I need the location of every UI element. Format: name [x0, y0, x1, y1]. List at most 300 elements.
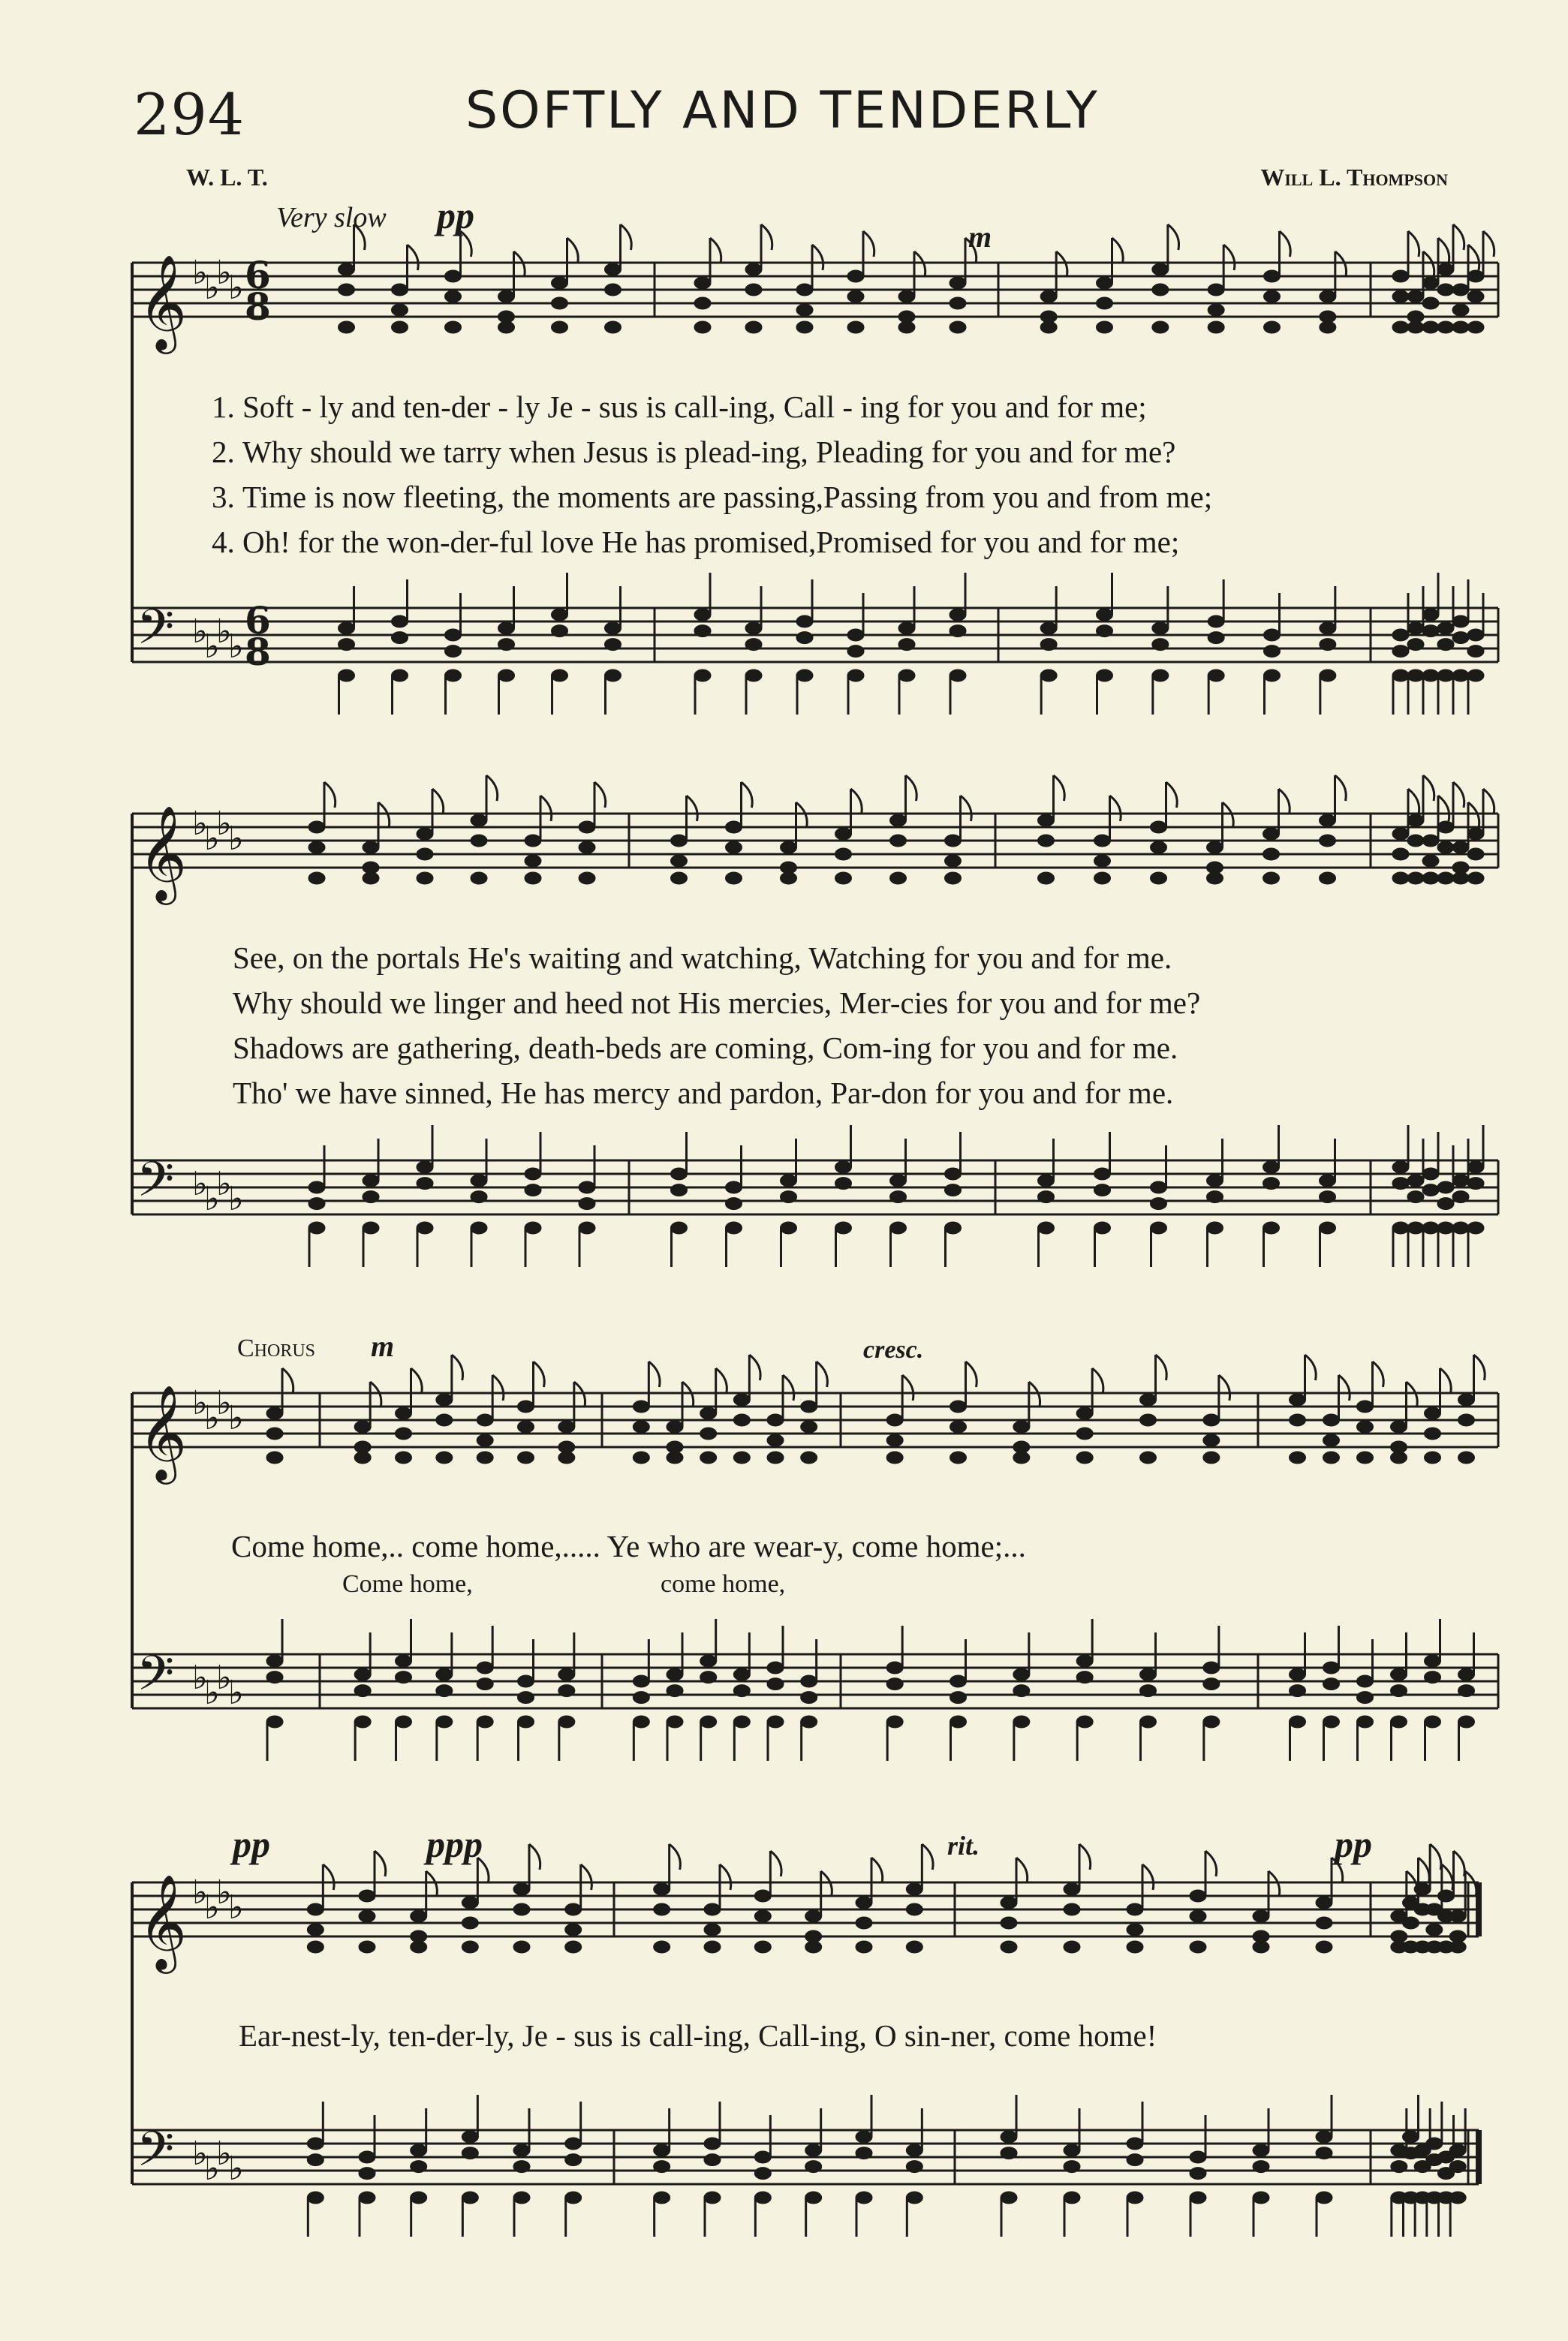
note-head [906, 2144, 922, 2156]
note-head [518, 1421, 534, 1433]
note-flag [1092, 1368, 1103, 1394]
note-head [605, 639, 621, 651]
note-flag [540, 796, 552, 821]
note-head [733, 1394, 750, 1406]
note-flag [1438, 796, 1449, 821]
note-head [471, 1175, 487, 1187]
note-head [462, 1917, 478, 1929]
note-head [1038, 814, 1055, 826]
note-head [1316, 2131, 1332, 2143]
note-head [1190, 1941, 1206, 1953]
note-head [796, 670, 813, 682]
flat-sign: ♭ [228, 1888, 244, 1927]
note-head [513, 1883, 530, 1895]
note-head [890, 872, 907, 884]
note-head [1422, 625, 1439, 637]
note-head [1076, 1655, 1093, 1667]
music-credit: Will L. Thompson [1260, 164, 1448, 191]
note-flag [477, 1858, 489, 1883]
note-head [1391, 1716, 1407, 1728]
note-head [796, 321, 813, 333]
note-head [1449, 1910, 1466, 1922]
dynamic-pp-2: pp [233, 1823, 270, 1865]
note-head [847, 629, 864, 641]
note-head [767, 1716, 784, 1728]
note-head [945, 1222, 962, 1234]
note-head [518, 1401, 534, 1413]
note-flag [1407, 1382, 1418, 1407]
note-head [462, 1941, 478, 1953]
note-head [354, 1421, 371, 1433]
note-head [339, 639, 355, 651]
note-head [1038, 835, 1055, 847]
note-head [745, 263, 762, 275]
note-head [1263, 1222, 1280, 1234]
note-head [558, 1716, 575, 1728]
note-head [1422, 1222, 1439, 1234]
note-head [1127, 2138, 1143, 2150]
note-head [801, 1692, 817, 1704]
note-head [339, 263, 355, 275]
rit-marking: rit. [947, 1831, 980, 1861]
note-head [1208, 284, 1224, 296]
bass-clef: 𝄢 [137, 2122, 175, 2189]
note-head [890, 1191, 907, 1203]
note-head [950, 1401, 967, 1413]
note-head [462, 1897, 478, 1909]
note-head [1097, 625, 1113, 637]
note-head [745, 284, 762, 296]
note-head [801, 1421, 817, 1433]
note-head [700, 1428, 717, 1440]
note-head [1437, 841, 1454, 853]
note-head [754, 1910, 771, 1922]
note-head [462, 2192, 478, 2204]
note-head [436, 1414, 453, 1426]
note-flag [581, 1864, 592, 1890]
note-head [307, 1941, 324, 1953]
note-head [307, 2138, 324, 2150]
note-head [525, 1184, 541, 1196]
note-head [462, 2131, 478, 2143]
flat-sign: ♭ [228, 1180, 244, 1218]
note-flag [1408, 789, 1419, 814]
note-head [308, 841, 325, 853]
note-head [1357, 1452, 1374, 1464]
note-flag [1373, 1362, 1384, 1387]
note-flag [1483, 231, 1494, 257]
note-head [525, 855, 541, 867]
note-head [1422, 872, 1439, 884]
note-flag [1142, 1864, 1154, 1890]
note-head [266, 1716, 283, 1728]
note-head [1151, 1198, 1167, 1210]
note-head [1320, 622, 1336, 634]
chorus-line-1: Come home,.. come home,..... Ye who are wear-y, come home;... [231, 1529, 1026, 1563]
verse-3-line-2: Shadows are gathering, death-beds are coming, Com-ing for you and for me. [233, 1031, 1178, 1065]
note-head [856, 2147, 872, 2159]
note-head [1208, 615, 1224, 627]
note-head [733, 1414, 750, 1426]
note-head [1040, 290, 1057, 302]
note-head [886, 1716, 903, 1728]
note-head [1467, 848, 1484, 860]
note-head [308, 1198, 325, 1210]
note-head [1452, 284, 1469, 296]
flat-sign: ♭ [228, 627, 244, 666]
note-flag [529, 1844, 540, 1870]
dynamic-ppp: ppp [426, 1823, 483, 1865]
note-head [1425, 1716, 1441, 1728]
note-head [890, 814, 907, 826]
note-head [1458, 1716, 1475, 1728]
note-flag [1335, 775, 1347, 801]
note-head [307, 2154, 324, 2166]
note-head [498, 321, 515, 333]
note-flag [1454, 1851, 1465, 1876]
note-head [339, 321, 355, 333]
note-head [1452, 670, 1469, 682]
note-flag [1335, 251, 1347, 277]
note-head [1064, 1883, 1080, 1895]
note-head [745, 321, 762, 333]
note-head [1127, 2192, 1143, 2204]
note-head [754, 1890, 771, 1902]
note-head [805, 2192, 822, 2204]
note-head [1323, 1678, 1340, 1690]
bass-clef: 𝄢 [137, 600, 175, 667]
note-head [1152, 263, 1169, 275]
flat-sign: ♭ [192, 254, 208, 292]
note-head [1013, 1668, 1030, 1681]
dynamic-pp-1: pp [437, 194, 474, 236]
note-head [518, 1452, 534, 1464]
note-head [1467, 1178, 1484, 1190]
note-head [1076, 1452, 1093, 1464]
note-head [654, 2161, 670, 2173]
note-head [1392, 828, 1409, 840]
note-head [781, 1191, 797, 1203]
note-head [1437, 872, 1454, 884]
note-flag [486, 775, 498, 801]
note-flag [1419, 1858, 1430, 1883]
note-head [1391, 1668, 1407, 1681]
note-head [1151, 872, 1167, 884]
note-head [1152, 622, 1169, 634]
time-bottom: 8 [245, 284, 271, 329]
note-head [835, 872, 852, 884]
note-head [411, 1941, 427, 1953]
note-flag [1408, 231, 1419, 257]
note-head [1392, 670, 1409, 682]
note-head [1392, 629, 1409, 641]
note-head [704, 2192, 721, 2204]
note-head [1040, 622, 1057, 634]
note-head [890, 1175, 907, 1187]
note-head [445, 290, 462, 302]
chorus-label: Chorus [237, 1334, 316, 1362]
note-head [1357, 1401, 1374, 1413]
note-head [558, 1452, 575, 1464]
note-head [1391, 1452, 1407, 1464]
note-head [1263, 872, 1280, 884]
note-head [704, 1924, 721, 1936]
note-head [1422, 1168, 1439, 1180]
note-head [1422, 277, 1439, 289]
note-head [1038, 872, 1055, 884]
note-head [886, 1662, 903, 1674]
note-head [950, 321, 966, 333]
note-head [1407, 1191, 1424, 1203]
note-head [1263, 848, 1280, 860]
note-head [1253, 1941, 1269, 1953]
note-head [754, 2151, 771, 2163]
note-head [1207, 1222, 1223, 1234]
note-head [1076, 1428, 1093, 1440]
note-head [525, 1168, 541, 1180]
flat-sign: ♭ [204, 1180, 220, 1218]
note-head [1263, 1161, 1280, 1173]
note-head [704, 1941, 721, 1953]
note-head [1422, 297, 1439, 309]
note-head [694, 625, 711, 637]
note-head [694, 297, 711, 309]
note-head [266, 1428, 283, 1440]
note-head [856, 1941, 872, 1953]
note-head [1094, 855, 1111, 867]
note-head [950, 670, 966, 682]
note-head [733, 1452, 750, 1464]
note-head [1467, 290, 1484, 302]
note-head [477, 1662, 493, 1674]
note-head [445, 321, 462, 333]
note-head [801, 1675, 817, 1687]
note-head [1392, 270, 1409, 282]
note-flag [821, 1871, 832, 1897]
note-head [1190, 2192, 1206, 2204]
note-head [835, 828, 852, 840]
note-head [605, 622, 621, 634]
note-head [1467, 872, 1484, 884]
note-head [898, 670, 915, 682]
note-head [1437, 1222, 1454, 1234]
note-head [694, 609, 711, 621]
flat-sign: ♭ [216, 1384, 232, 1422]
note-head [1064, 1941, 1080, 1953]
note-head [396, 1452, 412, 1464]
note-flag [1110, 796, 1121, 821]
note-head [1152, 284, 1169, 296]
chorus-echo-1: Come home, [342, 1570, 473, 1598]
note-head [906, 2192, 922, 2204]
note-head [1127, 2154, 1143, 2166]
note-head [1264, 670, 1281, 682]
note-head [1426, 1924, 1443, 1936]
note-flag [452, 1355, 463, 1380]
note-head [1449, 2192, 1466, 2204]
note-head [700, 1716, 717, 1728]
flat-sign: ♭ [204, 1399, 220, 1437]
note-head [1203, 1414, 1220, 1426]
note-head [1467, 645, 1484, 657]
note-head [945, 1168, 962, 1180]
note-head [633, 1452, 649, 1464]
note-head [1407, 670, 1424, 682]
note-flag [687, 796, 698, 821]
staff-lines [132, 263, 1498, 2184]
note-head [445, 629, 462, 641]
note-head [694, 321, 711, 333]
note-head [796, 632, 813, 644]
note-head [1320, 1175, 1336, 1187]
note-head [1320, 290, 1336, 302]
note-head [1425, 1428, 1441, 1440]
note-flag [1332, 1858, 1343, 1883]
note-head [308, 821, 325, 833]
note-head [890, 1222, 907, 1234]
note-head [726, 841, 742, 853]
note-head [1392, 1178, 1409, 1190]
flat-sign: ♭ [228, 1674, 244, 1712]
note-head [1190, 2168, 1206, 2180]
chorus-line-2: Ear-nest-ly, ten-der-ly, Je - sus is call-ing, Call-ing, O sin-ner, come home! [239, 2018, 1157, 2053]
note-head [552, 625, 568, 637]
note-head [633, 1421, 649, 1433]
treble-clef: 𝄞 [138, 1873, 188, 1969]
note-head [1038, 1222, 1055, 1234]
note-head [552, 277, 568, 289]
note-head [354, 1668, 371, 1681]
note-head [1094, 1184, 1111, 1196]
note-head [411, 2144, 427, 2156]
note-head [1127, 1941, 1143, 1953]
note-head [1357, 1692, 1374, 1704]
note-head [1458, 1685, 1475, 1697]
note-head [417, 872, 433, 884]
note-head [417, 828, 433, 840]
note-head [359, 1890, 375, 1902]
verse-2-line-2: Why should we linger and heed not His mercies, Mer-cies for you and for me? [233, 985, 1201, 1020]
flat-sign: ♭ [192, 1384, 208, 1422]
verse-3-line-1: 3. Time is now fleeting, the moments are passing,Passing from you and from me; [212, 480, 1213, 514]
note-flag [914, 251, 925, 277]
note-head [1422, 855, 1439, 867]
flat-sign: ♭ [204, 820, 220, 858]
note-head [1290, 1685, 1306, 1697]
note-head [847, 270, 864, 282]
note-flag [375, 1851, 386, 1876]
note-head [477, 1678, 493, 1690]
flat-sign: ♭ [228, 269, 244, 307]
note-head [950, 1675, 967, 1687]
note-head [579, 1222, 595, 1234]
note-flag [370, 1382, 381, 1407]
note-flag [1483, 789, 1494, 814]
note-head [671, 872, 688, 884]
note-head [1414, 1883, 1431, 1895]
note-head [906, 1883, 922, 1895]
note-head [1013, 1452, 1030, 1464]
note-head [1422, 670, 1439, 682]
note-head [1320, 670, 1336, 682]
note-head [1001, 1897, 1017, 1909]
note-flag [567, 238, 579, 263]
note-head [417, 848, 433, 860]
flat-sign: ♭ [216, 254, 232, 292]
note-head [1263, 828, 1280, 840]
note-head [1437, 1181, 1454, 1193]
note-head [359, 1910, 375, 1922]
note-head [1320, 814, 1336, 826]
note-head [945, 835, 962, 847]
note-head [363, 1222, 379, 1234]
note-head [796, 284, 813, 296]
note-flag [1453, 224, 1464, 250]
note-head [950, 1421, 967, 1433]
note-head [1207, 1191, 1223, 1203]
note-head [462, 2147, 478, 2159]
note-head [396, 1407, 412, 1419]
flat-sign: ♭ [216, 2135, 232, 2173]
flat-sign: ♭ [192, 612, 208, 651]
note-head [552, 297, 568, 309]
note-head [579, 821, 595, 833]
note-flag [378, 802, 390, 828]
note-head [1001, 1917, 1017, 1929]
flat-sign: ♭ [204, 269, 220, 307]
note-head [396, 1671, 412, 1684]
note-head [1076, 1407, 1093, 1419]
note-flag [851, 789, 862, 814]
note-head [950, 1692, 967, 1704]
note-head [392, 632, 408, 644]
note-head [726, 872, 742, 884]
note-head [667, 1716, 683, 1728]
note-head [579, 872, 595, 884]
note-head [1449, 2144, 1466, 2156]
note-head [1320, 639, 1336, 651]
note-head [1437, 1198, 1454, 1210]
note-head [1094, 835, 1111, 847]
flat-sign: ♭ [204, 1888, 220, 1927]
note-head [1437, 284, 1454, 296]
note-head [1458, 1414, 1475, 1426]
note-head [1320, 1191, 1336, 1203]
note-flag [1112, 238, 1124, 263]
note-flag [1440, 1368, 1452, 1394]
note-head [1357, 1421, 1374, 1433]
note-head [1422, 1184, 1439, 1196]
note-head [558, 1421, 575, 1433]
note-head [392, 615, 408, 627]
note-head [266, 1452, 283, 1464]
note-flag [1223, 245, 1235, 270]
note-head [733, 1716, 750, 1728]
note-head [359, 2168, 375, 2180]
note-flag [1205, 1851, 1217, 1876]
note-head [359, 1941, 375, 1953]
cresc-marking: cresc. [863, 1336, 924, 1364]
note-head [1290, 1668, 1306, 1681]
note-head [392, 321, 408, 333]
note-head [945, 1184, 962, 1196]
note-head [1140, 1394, 1157, 1406]
note-flag [770, 1851, 781, 1876]
clefs [137, 253, 271, 2189]
note-head [359, 2192, 375, 2204]
note-head [1407, 639, 1424, 651]
note-head [1151, 1181, 1167, 1193]
